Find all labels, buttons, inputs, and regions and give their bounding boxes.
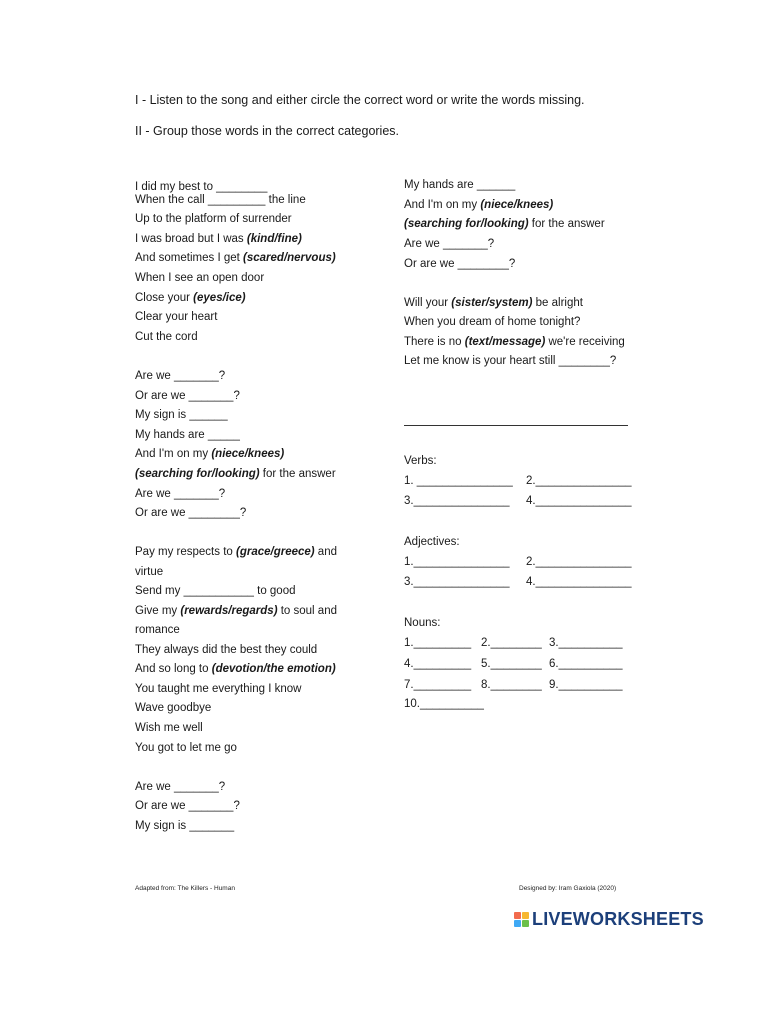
nouns-blank-8[interactable]: 8.________ xyxy=(481,679,542,691)
right-lyric-line xyxy=(404,178,515,192)
left-lyric-line xyxy=(135,565,163,579)
left-lyric-line xyxy=(135,819,234,833)
right-lyric-line xyxy=(404,257,515,271)
left-lyric-line xyxy=(135,506,246,520)
lyric-text: romance xyxy=(135,624,180,636)
word-choice[interactable]: (eyes/ice) xyxy=(193,292,246,304)
lyric-text: When I see an open door xyxy=(135,272,265,284)
lyric-text: Are we _______? xyxy=(404,238,495,250)
lyric-text: Or are we _______? xyxy=(135,800,240,812)
left-lyric-line xyxy=(135,193,306,207)
lyric-text: My hands are ______ xyxy=(404,179,516,191)
adjectives-blank-2[interactable]: 2._______________ xyxy=(526,556,632,568)
right-lyric-line xyxy=(404,354,616,368)
lyric-text: You got to let me go xyxy=(135,742,237,754)
lyric-text: be alright xyxy=(532,297,583,309)
instruction-2: II - Group those words in the correct categories. xyxy=(135,124,400,138)
left-lyric-line xyxy=(135,310,217,324)
left-lyric-line xyxy=(135,545,337,559)
lyric-text: Are we _______? xyxy=(135,370,226,382)
left-lyric-line xyxy=(135,212,292,226)
lyric-text: Close your xyxy=(135,292,194,304)
lyric-text: When you dream of home tonight? xyxy=(404,316,581,328)
lyric-text: You taught me everything I know xyxy=(135,683,302,695)
verbs-blank-4[interactable]: 4._______________ xyxy=(526,495,632,507)
lyric-text: And I'm on my xyxy=(135,448,212,460)
right-lyric-line xyxy=(404,198,553,212)
left-lyric-line xyxy=(135,330,198,344)
logo-square xyxy=(522,920,529,927)
left-lyric-line xyxy=(135,487,225,501)
word-choice[interactable]: (searching for/looking) xyxy=(404,218,529,230)
left-lyric-line xyxy=(135,369,225,383)
left-lyric-line xyxy=(135,408,228,422)
divider-line xyxy=(404,425,628,426)
left-lyric-line xyxy=(135,604,337,618)
lyric-text: Clear your heart xyxy=(135,311,218,323)
right-lyric-line xyxy=(404,296,583,310)
logo-square xyxy=(522,912,529,919)
nouns-blank-10[interactable]: 10.__________ xyxy=(404,698,484,710)
word-choice[interactable]: (grace/greece) xyxy=(235,546,315,558)
nouns-blank-3[interactable]: 3.__________ xyxy=(549,637,623,649)
right-lyric-line xyxy=(404,335,625,349)
word-choice[interactable]: (devotion/the emotion) xyxy=(211,663,336,675)
lyric-text: And I'm on my xyxy=(404,199,481,211)
lyric-text: I was broad but I was xyxy=(135,233,247,245)
word-choice[interactable]: (niece/knees) xyxy=(211,448,285,460)
footer-designer: Designed by: Iram Gaxiola (2020) xyxy=(519,885,617,892)
verbs-blank-2[interactable]: 2._______________ xyxy=(526,475,632,487)
word-choice[interactable]: (searching for/looking) xyxy=(135,468,260,480)
left-lyric-line xyxy=(135,271,264,285)
left-lyric-line xyxy=(135,467,336,481)
left-lyric-line xyxy=(135,291,246,305)
lyric-text: Or are we ________? xyxy=(404,258,516,270)
nouns-blank-4[interactable]: 4._________ xyxy=(404,658,472,670)
left-lyric-line xyxy=(135,180,267,194)
nouns-label: Nouns: xyxy=(404,617,441,629)
logo-square xyxy=(514,912,521,919)
adjectives-blank-4[interactable]: 4._______________ xyxy=(526,576,632,588)
lyric-text: Are we _______? xyxy=(135,488,226,500)
right-lyric-line xyxy=(404,217,605,231)
adjectives-label: Adjectives: xyxy=(404,536,460,548)
lyric-text: My hands are _____ xyxy=(135,429,240,441)
lyric-text: They always did the best they could xyxy=(135,644,318,656)
lyric-text: for the answer xyxy=(259,468,336,480)
nouns-blank-9[interactable]: 9.__________ xyxy=(549,679,623,691)
nouns-blank-1[interactable]: 1._________ xyxy=(404,637,472,649)
left-lyric-line xyxy=(135,721,203,735)
left-lyric-line xyxy=(135,428,240,442)
left-lyric-line xyxy=(135,584,296,598)
left-lyric-line xyxy=(135,232,302,246)
left-lyric-line xyxy=(135,741,237,755)
lyric-text: Will your xyxy=(404,297,452,309)
adjectives-blank-3[interactable]: 3._______________ xyxy=(404,576,510,588)
logo-mark-icon xyxy=(514,912,529,927)
logo-text: LIVEWORKSHEETS xyxy=(532,909,704,929)
lyric-text: we're receiving xyxy=(545,336,625,348)
liveworksheets-logo xyxy=(514,909,704,930)
lyric-text: Wave goodbye xyxy=(135,702,212,714)
lyric-text: Wish me well xyxy=(135,722,203,734)
lyric-text: for the answer xyxy=(528,218,605,230)
left-lyric-line xyxy=(135,623,180,637)
verbs-blank-3[interactable]: 3._______________ xyxy=(404,495,510,507)
left-lyric-line xyxy=(135,682,301,696)
word-choice[interactable]: (scared/nervous) xyxy=(243,252,336,264)
lyric-text: Pay my respects to xyxy=(135,546,236,558)
lyric-text: And sometimes I get xyxy=(135,252,244,264)
lyric-text: There is no xyxy=(404,336,465,348)
word-choice[interactable]: (kind/fine) xyxy=(246,233,302,245)
left-lyric-line xyxy=(135,447,284,461)
logo-square xyxy=(514,920,521,927)
footer-source: Adapted from: The Killers - Human xyxy=(135,885,235,892)
left-lyric-line xyxy=(135,643,317,657)
lyric-text: When the call _________ the line xyxy=(135,194,306,206)
left-lyric-line xyxy=(135,799,240,813)
lyric-text: Are we _______? xyxy=(135,781,226,793)
lyric-text: I did my best to ________ xyxy=(135,181,268,193)
word-choice[interactable]: (text/message) xyxy=(464,336,546,348)
nouns-blank-5[interactable]: 5.________ xyxy=(481,658,542,670)
left-lyric-line xyxy=(135,662,336,676)
right-lyric-line xyxy=(404,237,494,251)
lyric-text: Send my ___________ to good xyxy=(135,585,296,597)
right-lyric-line xyxy=(404,315,580,329)
lyric-text: My sign is ______ xyxy=(135,409,228,421)
instruction-1: I - Listen to the song and either circle the correct word or write the words missing. xyxy=(135,93,585,107)
lyric-text: My sign is _______ xyxy=(135,820,235,832)
word-choice[interactable]: (sister/system) xyxy=(451,297,533,309)
nouns-blank-7[interactable]: 7._________ xyxy=(404,679,472,691)
word-choice[interactable]: (niece/knees) xyxy=(480,199,554,211)
adjectives-blank-1[interactable]: 1._______________ xyxy=(404,556,510,568)
verbs-blank-1[interactable]: 1. _______________ xyxy=(404,475,513,487)
left-lyric-line xyxy=(135,701,211,715)
lyric-text: and xyxy=(314,546,337,558)
lyric-text: Or are we _______? xyxy=(135,390,240,402)
lyric-text: Or are we ________? xyxy=(135,507,247,519)
nouns-blank-6[interactable]: 6.__________ xyxy=(549,658,623,670)
lyric-text: And so long to xyxy=(135,663,212,675)
left-lyric-line xyxy=(135,389,240,403)
lyric-text: Cut the cord xyxy=(135,331,198,343)
word-choice[interactable]: (rewards/regards) xyxy=(180,605,278,617)
lyric-text: virtue xyxy=(135,566,164,578)
lyric-text: Give my xyxy=(135,605,181,617)
left-lyric-line xyxy=(135,780,225,794)
nouns-blank-2[interactable]: 2.________ xyxy=(481,637,542,649)
lyric-text: Up to the platform of surrender xyxy=(135,213,292,225)
left-lyric-line xyxy=(135,251,336,265)
lyric-text: to soul and xyxy=(277,605,337,617)
verbs-label: Verbs: xyxy=(404,455,437,467)
lyric-text: Let me know is your heart still ________? xyxy=(404,355,617,367)
